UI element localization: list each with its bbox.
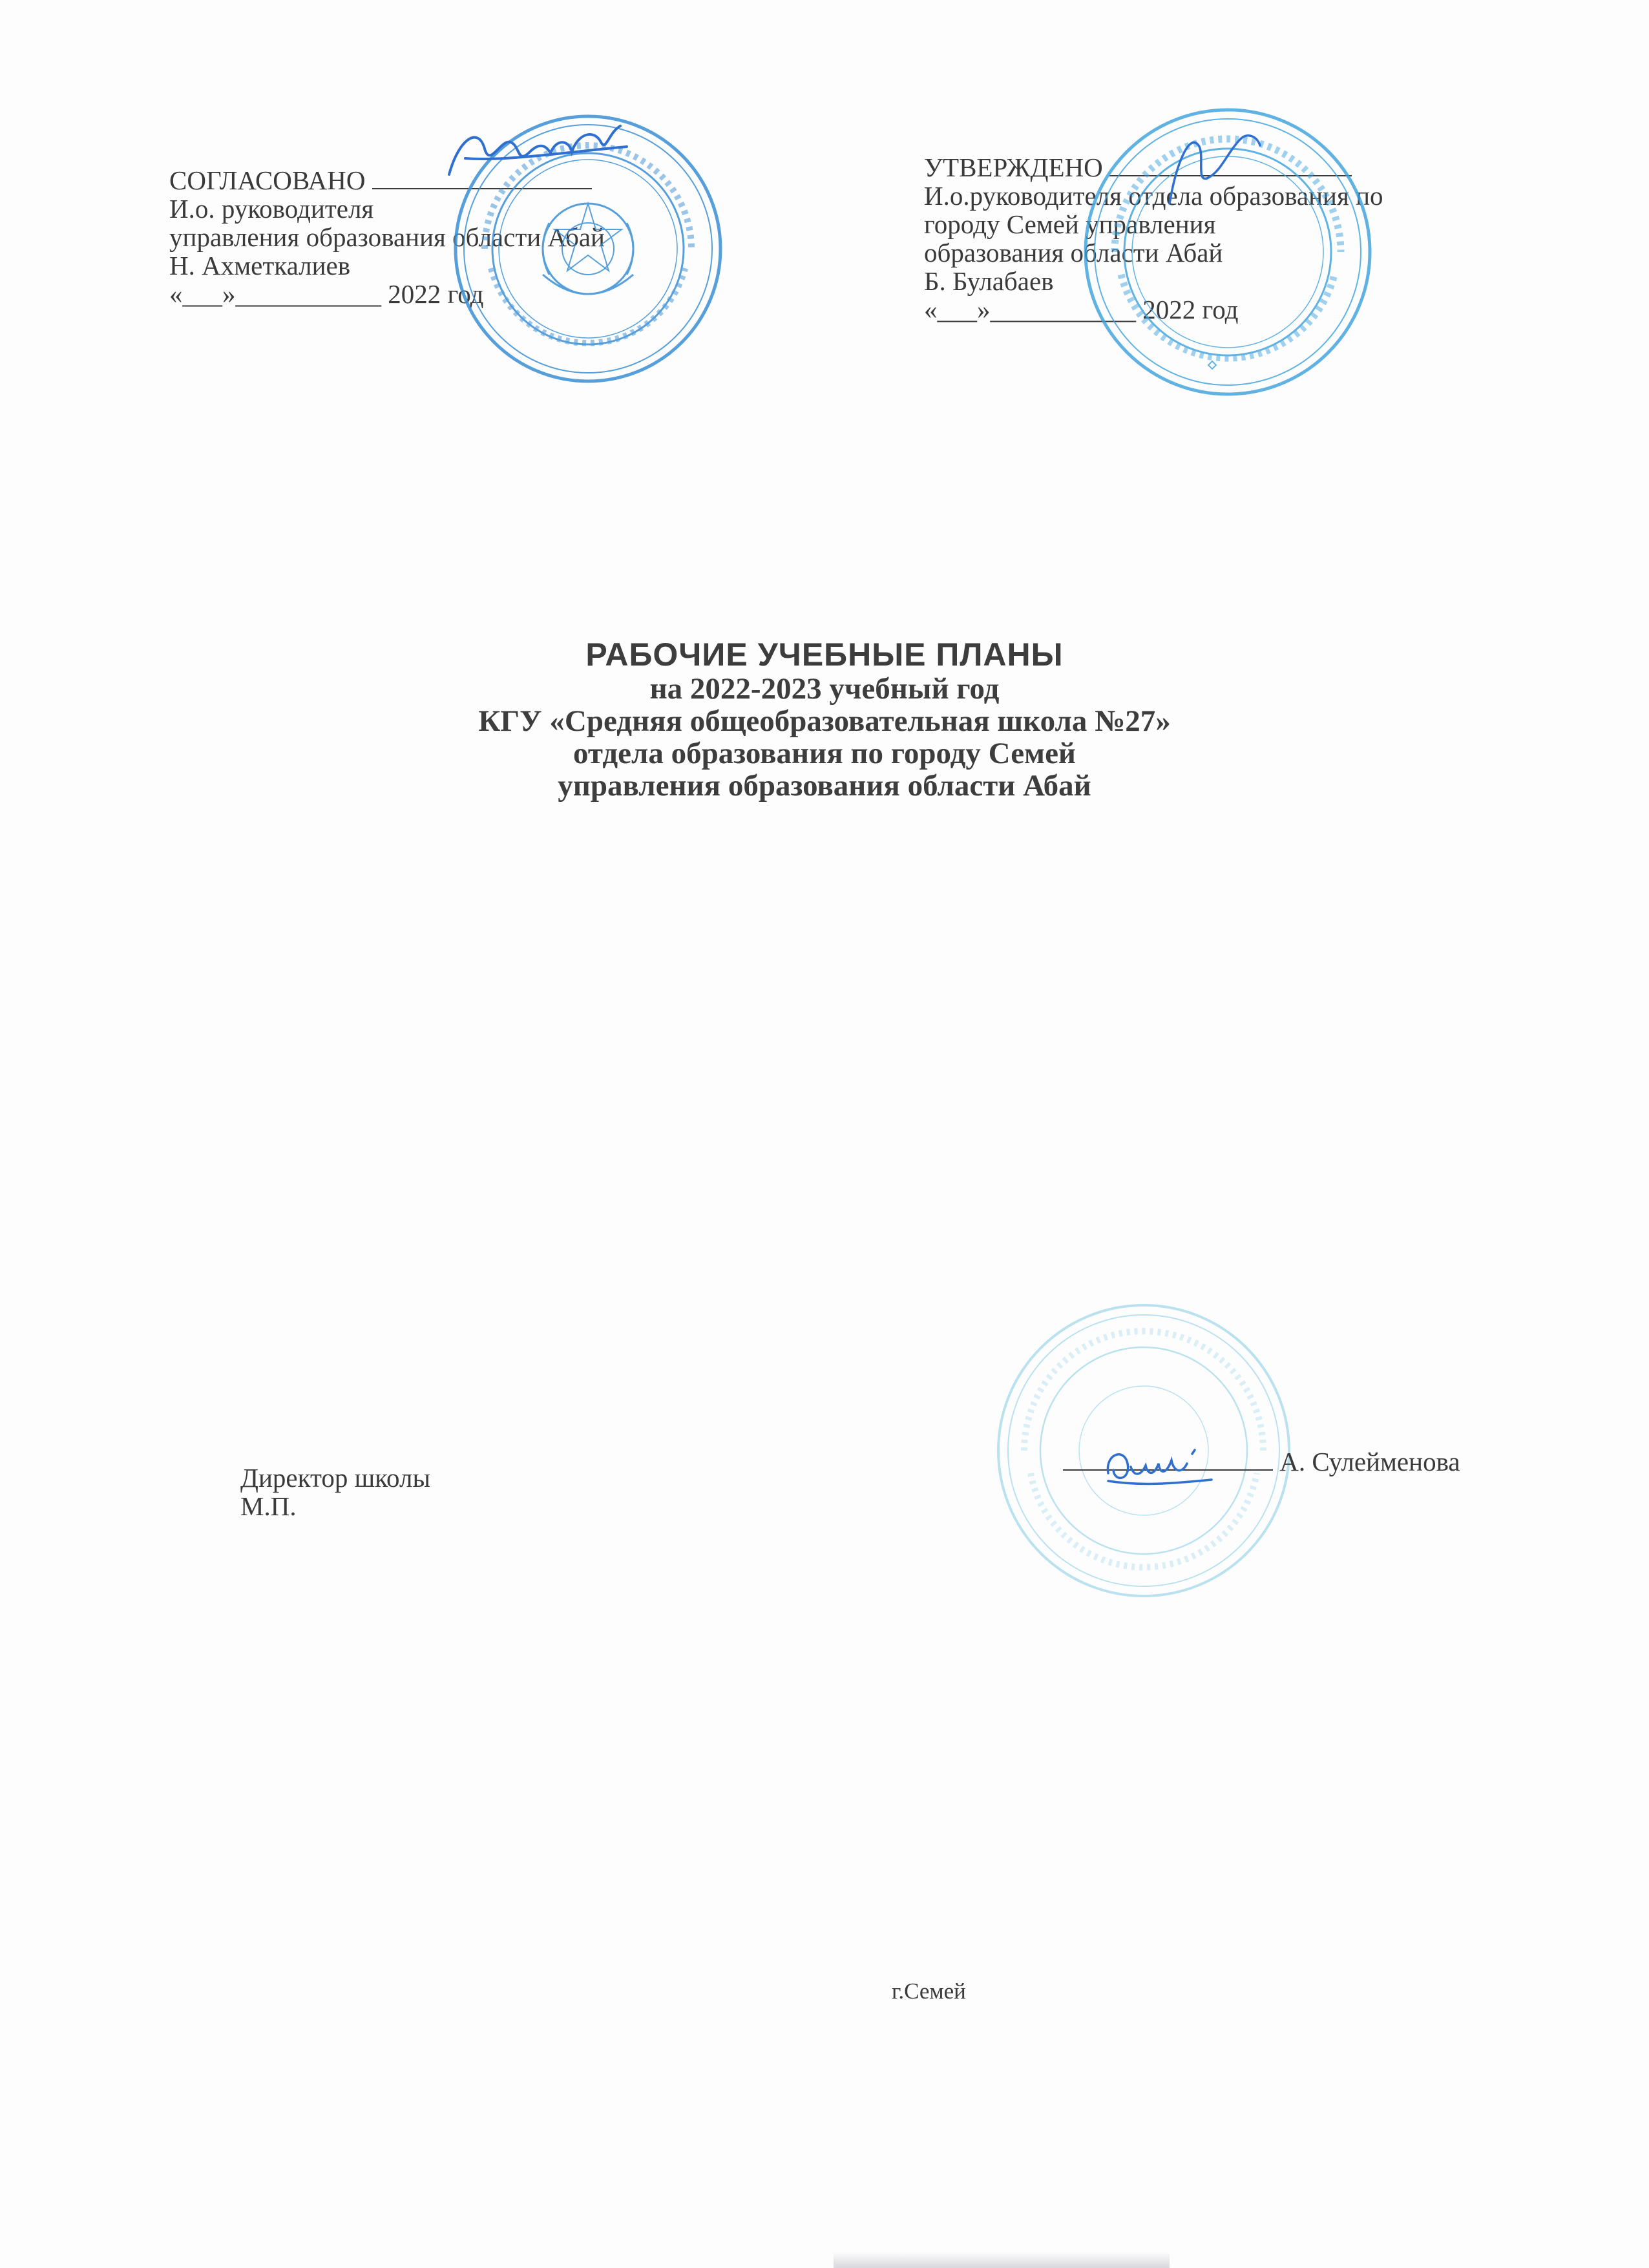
approval-right-date-blank: «___»___________ [924,295,1136,324]
approval-left-position-1: И.о. руководителя [169,194,374,224]
director-label: Директор школы [240,1463,430,1493]
director-signature-block [1063,1446,1460,1476]
approval-left-block [169,165,605,308]
approval-right-heading: УТВЕРЖДЕНО [924,152,1103,182]
city-footer: г.Семей [892,1979,966,2004]
approval-right-position-3: образования области Абай [924,238,1223,268]
approval-right-signature-line [1109,152,1352,176]
title-line-5: управления образования области Абай [558,769,1091,803]
title-line-4: отдела образования по городу Семей [572,737,1077,770]
title-line-1: РАБОЧИЕ УЧЕБНЫЕ ПЛАНЫ [585,636,1064,673]
scan-artifact [834,2252,1170,2268]
director-name: А. Сулейменова [1279,1447,1460,1476]
approval-left-name: Н. Ахметкалиев [169,251,351,280]
title-line-2: на 2022-2023 учебный год [649,672,1000,706]
approval-left-date-year: 2022 год [388,279,484,309]
approval-left-heading: СОГЛАСОВАНО [169,165,366,195]
title-line-3: КГУ «Средняя общеобразовательная школа №27» [478,704,1171,738]
seal-label: М.П. [240,1491,297,1521]
approval-left-position-2: управления образования области Абай [169,222,605,252]
director-signature-line [1063,1446,1273,1471]
director-block [240,1464,430,1520]
approval-left-date-blank: «___»___________ [169,279,381,309]
approval-right-name: Б. Булабаев [924,266,1054,296]
approval-left-signature-line [372,165,592,189]
approval-right-position-2: городу Семей управления [924,209,1216,239]
document-title [0,636,1649,802]
approval-right-date-year: 2022 год [1142,295,1239,324]
approval-right-block [924,152,1383,324]
approval-right-position-1: И.о.руководителя отдела образования по [924,181,1383,211]
